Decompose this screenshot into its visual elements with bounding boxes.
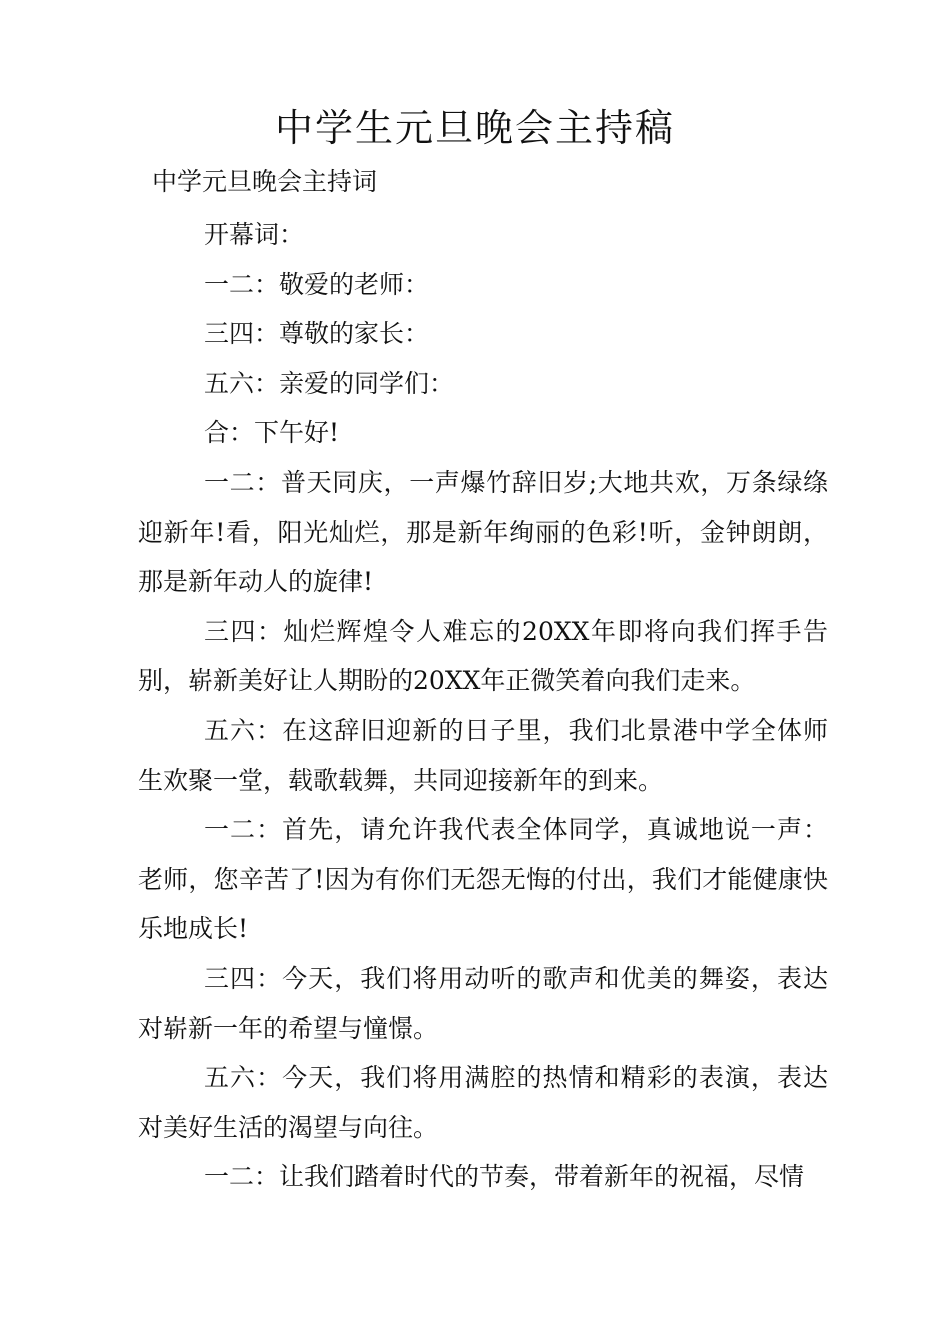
paragraph: 开幕词： bbox=[204, 220, 305, 249]
document-title: 中学生元旦晚会主持稿 bbox=[274, 106, 675, 150]
paragraph: 三四：灿烂辉煌令人难忘的20XX年即将向我们挥手告别，崭新美好让人期盼的20XX年正微笑着向我们走来。 bbox=[138, 616, 828, 696]
paragraph: 五六：在这辞旧迎新的日子里，我们北景港中学全体师生欢聚一堂，载歌载舞，共同迎接新年的到来。 bbox=[138, 715, 828, 795]
document-subtitle: 中学元旦晚会主持词 bbox=[152, 167, 378, 196]
paragraph: 一二：普天同庆，一声爆竹辞旧岁;大地共欢，万条绿绦迎新年!看，阳光灿烂，那是新年绚丽的色彩!听，金钟朗朗，那是新年动人的旋律! bbox=[138, 467, 828, 597]
paragraph: 三四：今天，我们将用动听的歌声和优美的舞姿，表达对崭新一年的希望与憧憬。 bbox=[138, 963, 828, 1043]
paragraph: 一二：首先，请允许我代表全体同学，真诚地说一声：老师，您辛苦了!因为有你们无怨无悔的付出，我们才能健康快乐地成长! bbox=[138, 815, 828, 944]
paragraph: 一二：让我们踏着时代的节奏，带着新年的祝福，尽情 bbox=[204, 1162, 805, 1192]
paragraph: 五六：今天，我们将用满腔的热情和精彩的表演，表达对美好生活的渴望与向往。 bbox=[138, 1063, 828, 1142]
paragraph: 合：下午好! bbox=[204, 418, 340, 448]
paragraph: 一二：敬爱的老师： bbox=[204, 269, 430, 299]
document-body bbox=[138, 210, 828, 1202]
paragraph: 三四：尊敬的家长： bbox=[204, 319, 430, 349]
paragraph: 五六：亲爱的同学们： bbox=[204, 368, 455, 398]
